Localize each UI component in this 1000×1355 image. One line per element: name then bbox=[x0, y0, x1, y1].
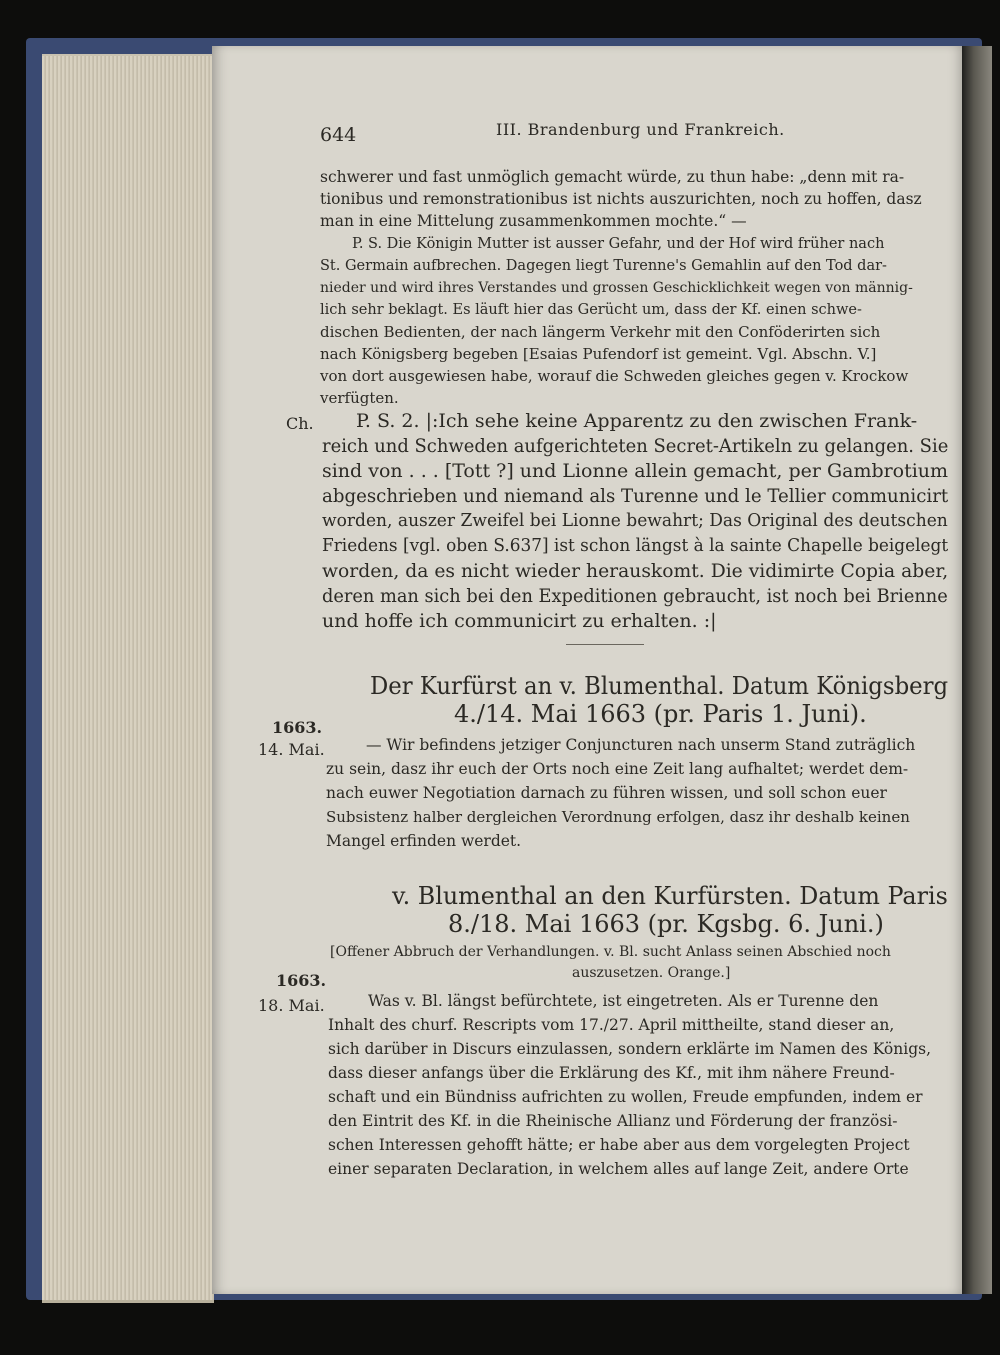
doc-body-line: schaft und ein Bündniss aufrichten zu wollen, Freude empfunden, indem er bbox=[328, 1088, 923, 1106]
doc-body-line: den Eintrit des Kf. in die Rheinische Allianz und Förderung der französi- bbox=[328, 1112, 898, 1130]
doc-body-line: nach euwer Negotiation darnach zu führen wissen, und soll schon euer bbox=[326, 784, 887, 802]
margin-date: 18. Mai. bbox=[258, 996, 325, 1015]
document-heading: 8./18. Mai 1663 (pr. Kgsbg. 6. Juni.) bbox=[448, 910, 884, 938]
ps-line: nach Königsberg begeben [Esaias Pufendorf ist gemeint. Vgl. Abschn. V.] bbox=[320, 345, 877, 363]
ps2-line: und hoffe ich communicirt zu erhalten. :| bbox=[322, 610, 717, 632]
document-heading: v. Blumenthal an den Kurfürsten. Datum Paris bbox=[392, 882, 948, 910]
summary-line: [Offener Abbruch der Verhandlungen. v. Bl. sucht Anlass seinen Abschied noch bbox=[330, 944, 891, 960]
summary-line: auszusetzen. Orange.] bbox=[572, 965, 731, 981]
ps-line: nieder und wird ihres Verstandes und grossen Geschicklichkeit wegen von männig- bbox=[320, 280, 913, 296]
margin-year: 1663. bbox=[272, 718, 323, 737]
next-page-edge bbox=[962, 46, 992, 1294]
document-heading: Der Kurfürst an v. Blumenthal. Datum Königsberg bbox=[370, 672, 949, 700]
ps-line: St. Germain aufbrechen. Dagegen liegt Turenne's Gemahlin auf den Tod dar- bbox=[320, 258, 887, 274]
margin-date: 14. Mai. bbox=[258, 740, 325, 759]
doc-body-line: schen Interessen gehofft hätte; er habe aber aus dem vorgelegten Project bbox=[328, 1136, 910, 1154]
page-edges bbox=[42, 54, 214, 1303]
margin-year: 1663. bbox=[276, 971, 327, 990]
margin-note: Ch. bbox=[286, 414, 314, 433]
ps2-line: P. S. 2. |:Ich sehe keine Apparentz zu den zwischen Frank- bbox=[356, 410, 918, 432]
doc-body-line: sich darüber in Discurs einzulassen, sondern erklärte im Namen des Königs, bbox=[328, 1040, 932, 1058]
body-line: schwerer und fast unmöglich gemacht würde, zu thun habe: „denn mit ra- bbox=[320, 168, 905, 186]
body-line: tionibus und remonstrationibus ist nichts auszurichten, noch zu hoffen, dasz bbox=[320, 190, 922, 208]
doc-body-line: Subsistenz halber dergleichen Verordnung erfolgen, dasz ihr deshalb keinen bbox=[326, 808, 910, 826]
book-page bbox=[212, 46, 962, 1294]
body-line: man in eine Mittelung zusammenkommen mochte.“ — bbox=[320, 212, 747, 230]
doc-body-line: Inhalt des churf. Rescripts vom 17./27. April mittheilte, stand dieser an, bbox=[328, 1016, 895, 1034]
ps2-line: reich und Schweden aufgerichteten Secret-Artikeln zu gelangen. Sie bbox=[322, 435, 949, 457]
ps-line: verfügten. bbox=[320, 389, 399, 407]
ps2-line: worden, da es nicht wieder herauskomt. Die vidimirte Copia aber, bbox=[322, 560, 949, 582]
doc-body-line: — Wir befindens jetziger Conjuncturen nach unserm Stand zuträglich bbox=[366, 736, 916, 754]
ps-line: dischen Bedienten, der nach längerm Verkehr mit den Conföderirten sich bbox=[320, 323, 881, 341]
doc-body-line: einer separaten Declaration, in welchem alles auf lange Zeit, andere Orte bbox=[328, 1160, 909, 1178]
ps2-line: worden, auszer Zweifel bei Lionne bewahrt; Das Original des deutschen bbox=[322, 510, 948, 531]
doc-body-line: Was v. Bl. längst befürchtete, ist eingetreten. Als er Turenne den bbox=[368, 992, 879, 1010]
running-title: III. Brandenburg und Frankreich. bbox=[496, 120, 785, 139]
ps-line: von dort ausgewiesen habe, worauf die Schweden gleiches gegen v. Krockow bbox=[320, 367, 909, 385]
ps2-line: sind von . . . [Tott ?] und Lionne allein gemacht, per Gambrotium bbox=[322, 460, 949, 482]
ps-line: P. S. Die Königin Mutter ist ausser Gefahr, und der Hof wird früher nach bbox=[352, 236, 885, 252]
ps2-line: deren man sich bei den Expeditionen gebraucht, ist noch bei Brienne bbox=[322, 585, 948, 607]
document-heading: 4./14. Mai 1663 (pr. Paris 1. Juni). bbox=[454, 700, 867, 728]
ps2-line: abgeschrieben und niemand als Turenne und le Tellier communicirt bbox=[322, 485, 949, 507]
doc-body-line: Mangel erfinden werdet. bbox=[326, 832, 522, 850]
doc-body-line: dass dieser anfangs über die Erklärung des Kf., mit ihm nähere Freund- bbox=[328, 1064, 895, 1082]
page-number: 644 bbox=[320, 124, 357, 146]
doc-body-line: zu sein, dasz ihr euch der Orts noch eine Zeit lang aufhaltet; werdet dem- bbox=[326, 760, 909, 778]
ps-line: lich sehr beklagt. Es läuft hier das Gerücht um, dass der Kf. einen schwe- bbox=[320, 302, 862, 318]
separator-rule bbox=[566, 644, 644, 645]
ps2-line: Friedens [vgl. oben S.637] ist schon längst à la sainte Chapelle beigelegt bbox=[322, 535, 949, 556]
